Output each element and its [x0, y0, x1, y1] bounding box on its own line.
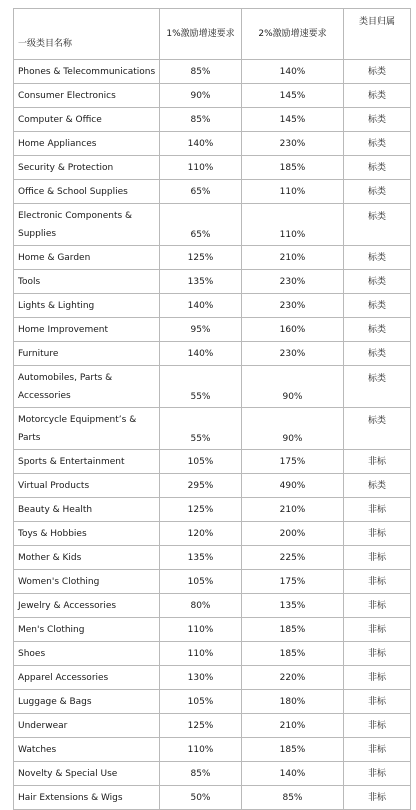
cell-rate-1pct: 105%	[160, 450, 242, 474]
table-row	[14, 546, 411, 570]
cell-category-type: 标类	[344, 180, 411, 204]
cell-rate-2pct: 185%	[242, 738, 344, 762]
cell-rate-1pct: 90%	[160, 84, 242, 108]
cell-rate-2pct: 230%	[242, 132, 344, 156]
cell-category-type: 非标	[344, 570, 411, 594]
cell-category-name: Watches	[14, 738, 160, 762]
cell-category-name: Office & School Supplies	[14, 180, 160, 204]
table-row	[14, 762, 411, 786]
table-row	[14, 318, 411, 342]
cell-rate-2pct: 200%	[242, 522, 344, 546]
cell-rate-1pct: 140%	[160, 294, 242, 318]
cell-rate-2pct: 175%	[242, 450, 344, 474]
cell-category-type: 标类	[344, 318, 411, 342]
table-row	[14, 132, 411, 156]
cell-category-name: Novelty & Special Use	[14, 762, 160, 786]
cell-rate-2pct: 210%	[242, 498, 344, 522]
cell-category-type: 非标	[344, 690, 411, 714]
cell-category-type: 标类	[344, 156, 411, 180]
cell-category-type: 非标	[344, 738, 411, 762]
header-category-name: 一级类目名称	[14, 9, 160, 60]
cell-category-type: 标类	[344, 270, 411, 294]
table-row	[14, 294, 411, 318]
table-row	[14, 690, 411, 714]
table-row	[14, 204, 411, 246]
cell-category-type: 非标	[344, 522, 411, 546]
table-row	[14, 714, 411, 738]
cell-category-type: 非标	[344, 666, 411, 690]
cell-rate-1pct: 105%	[160, 690, 242, 714]
table-row	[14, 618, 411, 642]
cell-rate-1pct: 125%	[160, 498, 242, 522]
cell-rate-1pct: 125%	[160, 714, 242, 738]
table-row	[14, 108, 411, 132]
cell-rate-1pct: 85%	[160, 762, 242, 786]
cell-category-name: Motorcycle Equipment’s & Parts	[14, 408, 160, 450]
cell-category-name: Furniture	[14, 342, 160, 366]
cell-category-name: Virtual Products	[14, 474, 160, 498]
cell-category-name: Beauty & Health	[14, 498, 160, 522]
cell-rate-2pct: 145%	[242, 108, 344, 132]
table-row	[14, 246, 411, 270]
cell-category-type: 标类	[344, 108, 411, 132]
cell-category-name: Jewelry & Accessories	[14, 594, 160, 618]
table-row	[14, 642, 411, 666]
cell-rate-1pct: 135%	[160, 270, 242, 294]
cell-category-type: 非标	[344, 594, 411, 618]
cell-rate-2pct: 490%	[242, 474, 344, 498]
table-row	[14, 156, 411, 180]
cell-category-name: Mother & Kids	[14, 546, 160, 570]
cell-rate-1pct: 110%	[160, 156, 242, 180]
table-header-row	[14, 9, 411, 60]
table-row	[14, 366, 411, 408]
cell-category-name: Luggage & Bags	[14, 690, 160, 714]
cell-rate-2pct: 220%	[242, 666, 344, 690]
cell-category-name: Computer & Office	[14, 108, 160, 132]
table-row	[14, 498, 411, 522]
cell-category-type: 标类	[344, 366, 411, 408]
cell-category-type: 标类	[344, 246, 411, 270]
cell-category-name: Automobiles, Parts & Accessories	[14, 366, 160, 408]
cell-rate-1pct: 140%	[160, 342, 242, 366]
cell-category-type: 标类	[344, 84, 411, 108]
cell-rate-2pct: 175%	[242, 570, 344, 594]
cell-category-type: 标类	[344, 132, 411, 156]
table-row	[14, 270, 411, 294]
cell-rate-2pct: 90%	[242, 408, 344, 450]
cell-category-name: Phones & Telecommunications	[14, 60, 160, 84]
cell-rate-1pct: 110%	[160, 642, 242, 666]
cell-category-type: 标类	[344, 474, 411, 498]
cell-rate-1pct: 105%	[160, 570, 242, 594]
cell-rate-1pct: 140%	[160, 132, 242, 156]
cell-category-name: Electronic Components & Supplies	[14, 204, 160, 246]
cell-rate-1pct: 95%	[160, 318, 242, 342]
cell-rate-1pct: 130%	[160, 666, 242, 690]
cell-rate-2pct: 135%	[242, 594, 344, 618]
incentive-growth-table	[13, 8, 411, 810]
table-row	[14, 666, 411, 690]
cell-category-type: 非标	[344, 642, 411, 666]
cell-rate-1pct: 80%	[160, 594, 242, 618]
cell-rate-2pct: 210%	[242, 246, 344, 270]
cell-rate-1pct: 65%	[160, 180, 242, 204]
header-rate-2pct: 2%激励增速要求	[242, 9, 344, 60]
cell-rate-1pct: 55%	[160, 366, 242, 408]
cell-category-type: 非标	[344, 450, 411, 474]
cell-rate-1pct: 50%	[160, 786, 242, 810]
table-row	[14, 450, 411, 474]
cell-rate-2pct: 160%	[242, 318, 344, 342]
cell-category-name: Men's Clothing	[14, 618, 160, 642]
cell-category-name: Underwear	[14, 714, 160, 738]
table-row	[14, 60, 411, 84]
cell-category-type: 非标	[344, 618, 411, 642]
table-row	[14, 342, 411, 366]
cell-rate-2pct: 210%	[242, 714, 344, 738]
cell-category-type: 标类	[344, 60, 411, 84]
cell-category-name: Consumer Electronics	[14, 84, 160, 108]
cell-rate-2pct: 85%	[242, 786, 344, 810]
cell-category-name: Security & Protection	[14, 156, 160, 180]
table-row	[14, 180, 411, 204]
table-row	[14, 474, 411, 498]
cell-rate-1pct: 85%	[160, 60, 242, 84]
cell-category-type: 非标	[344, 546, 411, 570]
cell-category-type: 标类	[344, 342, 411, 366]
table-row	[14, 594, 411, 618]
table-row	[14, 738, 411, 762]
cropped-text-strip	[0, 0, 416, 8]
cell-rate-1pct: 135%	[160, 546, 242, 570]
cell-rate-1pct: 125%	[160, 246, 242, 270]
cell-rate-2pct: 185%	[242, 156, 344, 180]
cell-rate-2pct: 90%	[242, 366, 344, 408]
cell-rate-2pct: 145%	[242, 84, 344, 108]
header-rate-1pct: 1%激励增速要求	[160, 9, 242, 60]
cell-rate-2pct: 230%	[242, 294, 344, 318]
cell-rate-2pct: 185%	[242, 642, 344, 666]
table-row	[14, 84, 411, 108]
table-row	[14, 522, 411, 546]
cell-category-name: Home Appliances	[14, 132, 160, 156]
cell-category-name: Apparel Accessories	[14, 666, 160, 690]
cell-category-type: 标类	[344, 204, 411, 246]
cell-category-name: Women's Clothing	[14, 570, 160, 594]
cell-rate-2pct: 185%	[242, 618, 344, 642]
cell-category-type: 标类	[344, 294, 411, 318]
cell-category-type: 标类	[344, 408, 411, 450]
cell-rate-2pct: 140%	[242, 60, 344, 84]
cell-category-name: Tools	[14, 270, 160, 294]
cell-rate-2pct: 230%	[242, 342, 344, 366]
cell-rate-2pct: 230%	[242, 270, 344, 294]
table-row	[14, 408, 411, 450]
cell-rate-2pct: 225%	[242, 546, 344, 570]
header-category-type: 类目归属	[344, 9, 411, 60]
cell-rate-1pct: 110%	[160, 738, 242, 762]
cell-category-name: Hair Extensions & Wigs	[14, 786, 160, 810]
cell-rate-1pct: 65%	[160, 204, 242, 246]
cell-rate-1pct: 110%	[160, 618, 242, 642]
cell-rate-2pct: 140%	[242, 762, 344, 786]
cell-category-name: Home Improvement	[14, 318, 160, 342]
cell-category-name: Toys & Hobbies	[14, 522, 160, 546]
cell-category-type: 非标	[344, 786, 411, 810]
cell-category-name: Home & Garden	[14, 246, 160, 270]
cell-category-name: Sports & Entertainment	[14, 450, 160, 474]
cell-category-type: 非标	[344, 714, 411, 738]
cell-rate-2pct: 110%	[242, 180, 344, 204]
cell-rate-1pct: 120%	[160, 522, 242, 546]
cell-category-name: Shoes	[14, 642, 160, 666]
cell-rate-2pct: 180%	[242, 690, 344, 714]
cell-rate-1pct: 85%	[160, 108, 242, 132]
cell-category-type: 非标	[344, 498, 411, 522]
cell-category-type: 非标	[344, 762, 411, 786]
cell-rate-2pct: 110%	[242, 204, 344, 246]
table-row	[14, 570, 411, 594]
cell-rate-1pct: 55%	[160, 408, 242, 450]
cell-category-name: Lights & Lighting	[14, 294, 160, 318]
cell-rate-1pct: 295%	[160, 474, 242, 498]
